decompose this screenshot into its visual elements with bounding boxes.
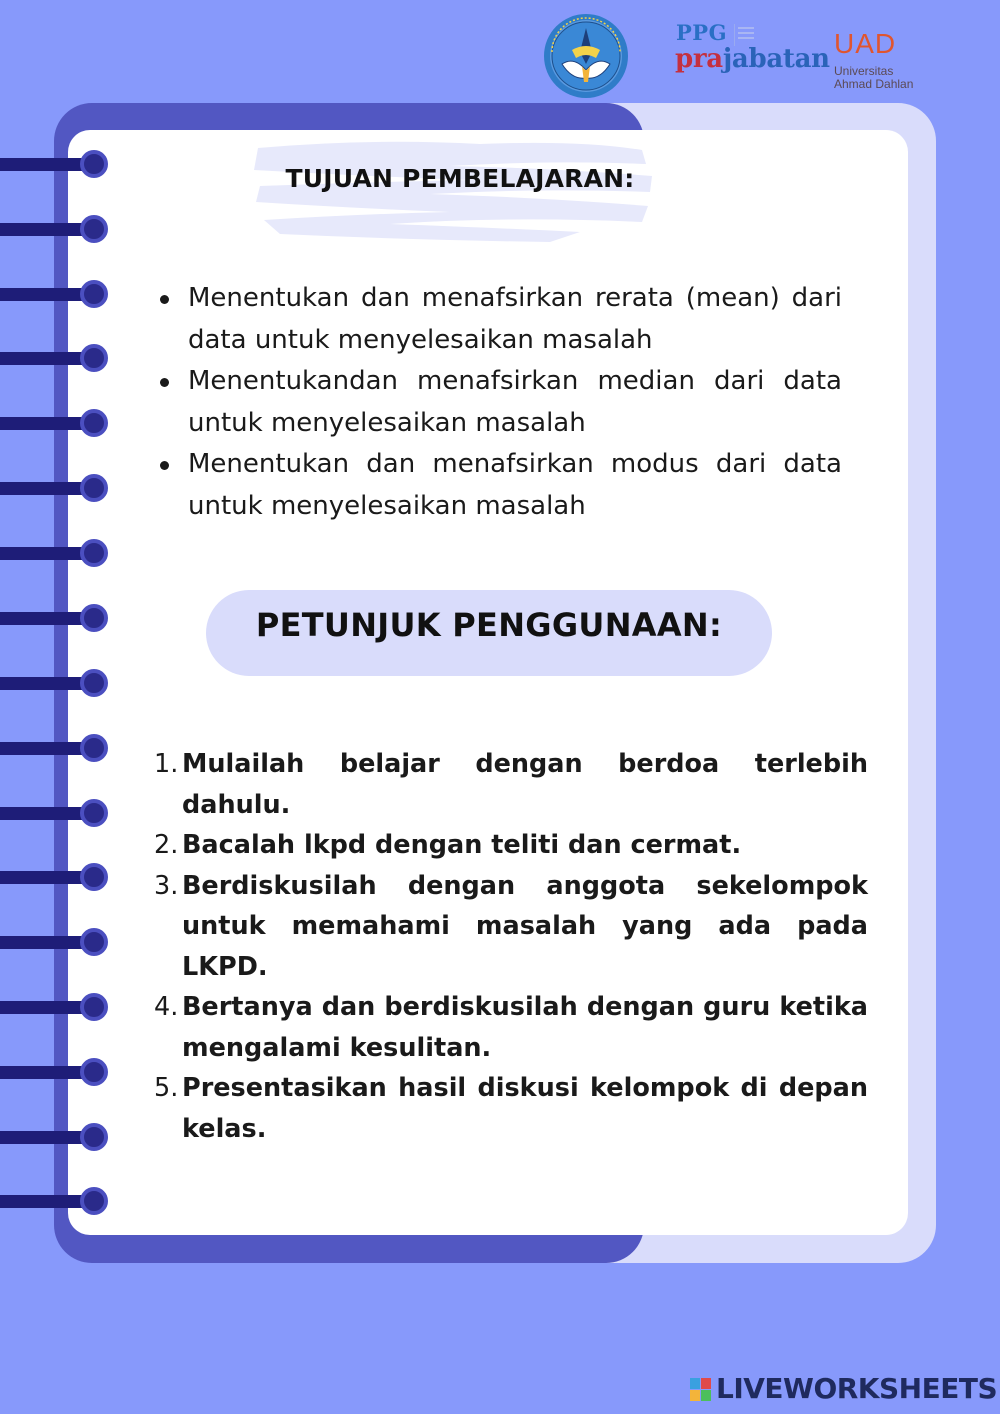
ppg-logo-top: PPG	[676, 20, 728, 45]
step-number: 3.	[154, 870, 179, 901]
list-item	[152, 825, 868, 866]
goal-text: Menentukandan menafsirkan median dari data untuk menyelesaikan masalah	[188, 366, 842, 438]
step-text: Mulailah belajar dengan berdoa terlebih dahulu.	[182, 749, 868, 820]
step-text: Bertanya dan berdiskusilah dengan guru ketika mengalami kesulitan.	[182, 992, 868, 1063]
list-item	[152, 1068, 868, 1149]
goal-text: Menentukan dan menafsirkan modus dari data untuk menyelesaikan masalah	[188, 449, 842, 521]
ppg-logo-subtitle-lines	[734, 24, 757, 46]
spiral-ring	[0, 931, 100, 953]
spiral-ring	[0, 347, 100, 369]
list-item	[158, 361, 842, 444]
spiral-ring	[0, 1126, 100, 1148]
list-item	[158, 278, 842, 361]
step-text: Presentasikan hasil diskusi kelompok di depan kelas.	[182, 1073, 868, 1144]
bullet-icon	[160, 461, 169, 470]
bullet-icon	[160, 378, 169, 387]
liveworksheets-brand[interactable]	[690, 1372, 998, 1408]
spiral-ring	[0, 1061, 100, 1083]
spiral-ring	[0, 218, 100, 240]
learning-goals-list	[158, 278, 842, 527]
instructions-list	[152, 744, 868, 1149]
petunjuk-title: PETUNJUK PENGGUNAAN:	[255, 606, 723, 644]
spiral-ring	[0, 542, 100, 564]
uad-logo-acronym: UAD	[834, 28, 897, 59]
ppg-logo-jabatan: jabatan	[722, 44, 830, 74]
spiral-ring	[0, 1190, 100, 1212]
bullet-icon	[160, 295, 169, 304]
list-item	[152, 744, 868, 825]
spiral-ring	[0, 737, 100, 759]
list-item	[158, 444, 842, 527]
tut-wuri-handayani-emblem-icon	[542, 12, 630, 100]
step-number: 4.	[154, 992, 179, 1022]
spiral-ring	[0, 607, 100, 629]
step-text: Berdiskusilah dengan anggota sekelompok untuk memahami masalah yang ada pada LKPD.	[182, 870, 868, 982]
spiral-ring	[0, 996, 100, 1018]
ppg-prajabatan-logo	[674, 20, 830, 80]
tujuan-title: TUJUAN PEMBELAJARAN:	[285, 164, 635, 193]
ppg-logo-bottom	[675, 44, 830, 74]
step-text: Bacalah lkpd dengan teliti dan cermat.	[182, 830, 742, 860]
step-number: 5.	[154, 1073, 179, 1103]
ppg-logo-pra: pra	[675, 44, 723, 74]
spiral-ring	[0, 672, 100, 694]
list-item	[152, 987, 868, 1068]
spiral-ring	[0, 283, 100, 305]
liveworksheets-live-badge-icon	[690, 1378, 712, 1402]
spiral-ring	[0, 153, 100, 175]
uad-logo	[834, 30, 944, 92]
uad-logo-line2: Ahmad Dahlan	[834, 77, 914, 91]
spiral-binding	[0, 0, 120, 1414]
spiral-ring	[0, 477, 100, 499]
kemdikbud-logo	[542, 12, 630, 100]
spiral-ring	[0, 866, 100, 888]
list-item	[152, 866, 868, 988]
uad-logo-line1: Universitas	[834, 64, 894, 78]
step-number: 2.	[154, 830, 179, 860]
spiral-ring	[0, 412, 100, 434]
step-number: 1.	[154, 749, 179, 779]
spiral-ring	[0, 802, 100, 824]
liveworksheets-wordmark: LIVEWORKSHEETS	[716, 1372, 998, 1405]
goal-text: Menentukan dan menafsirkan rerata (mean) dari data untuk menyelesaikan masalah	[188, 283, 842, 355]
